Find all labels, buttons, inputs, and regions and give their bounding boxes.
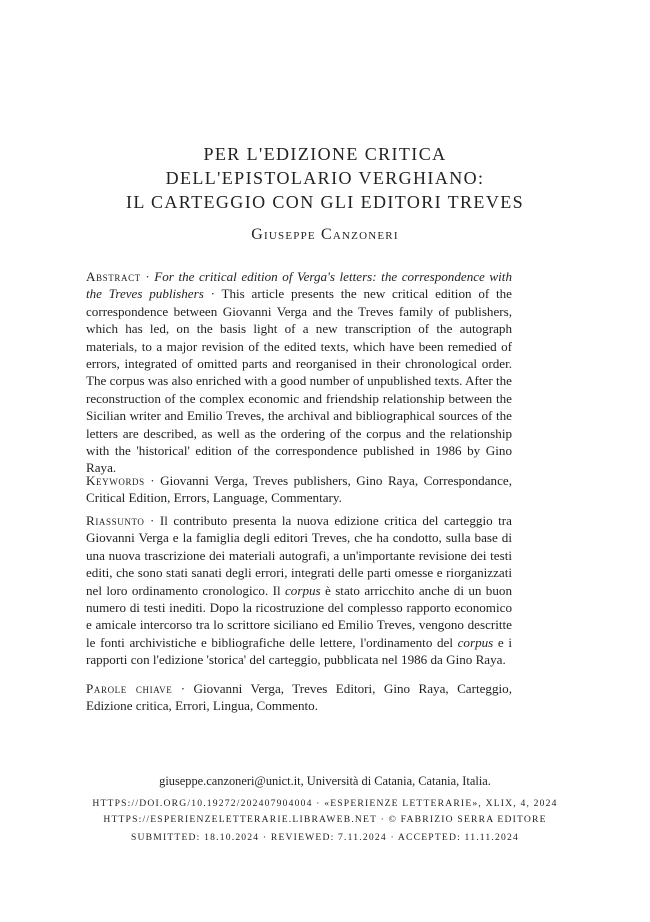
parole-chiave-text: Giovanni Verga, Treves Editori, Gino Raya, Carteggio, Edizione critica, Errori, Lingua, Commento. (86, 681, 512, 714)
abstract-separator: · (140, 269, 155, 284)
author-email-affiliation: giuseppe.canzoneri@unict.it, Università di Catania, Catania, Italia. (159, 774, 491, 788)
abstract-paragraph (86, 268, 512, 477)
abstract-english-title: For the critical edition of Verga's letters: the correspondence with the Treves publishers (86, 269, 512, 302)
abstract-separator-2: · (203, 286, 222, 302)
keywords-separator: · (144, 473, 161, 488)
parole-chiave-label: Parole chiave (86, 681, 173, 696)
doi-line: HTTPS://DOI.ORG/10.19272/202407904004 · «ESPERIENZE LETTERARIE», XLIX, 4, 2024 (92, 798, 558, 809)
riassunto-label: Riassunto (86, 513, 145, 528)
parole-chiave-separator: · (172, 681, 194, 696)
riassunto-corpus-1: corpus (284, 582, 321, 598)
keywords-paragraph (86, 472, 512, 507)
riassunto-paragraph (86, 512, 512, 669)
riassunto-corpus-2: corpus (457, 634, 494, 650)
author-name: Giuseppe Canzoneri (251, 226, 399, 243)
keywords-text: Giovanni Verga, Treves publishers, Gino Raya, Correspondance, Critical Edition, Errors, Language, Commentary. (86, 473, 512, 506)
riassunto-text-c: e i rapporti con l'edizione 'storica' del carteggio, pubblicata nel 1986 da Gino Raya. (86, 634, 512, 668)
title-line-3: IL CARTEGGIO CON GLI EDITORI TREVES (125, 192, 525, 212)
submission-dates-line: SUBMITTED: 18.10.2024 · REVIEWED: 7.11.2024 · ACCEPTED: 11.11.2024 (130, 832, 520, 843)
riassunto-separator: · (144, 513, 160, 528)
parole-chiave-paragraph (86, 680, 512, 715)
riassunto-text-b: è stato arricchito anche di un buon numero di testi inediti. Dopo la ricostruzione del complesso rapporto economico e amicale intercorso tra lo scrittore siciliano ed Emilio Treves, vengono descritte le fonti archivistiche e bibliografiche delle lettere, l'ordinamento del (86, 582, 512, 650)
title-line-1: PER L'EDIZIONE CRITICA (203, 144, 447, 164)
article-title (60, 142, 590, 214)
riassunto-text-a: Il contributo presenta la nuova edizione critica del carteggio tra Giovanni Verga e la famiglia degli editori Treves, che ha condotto, sulla base di una nuova trascrizione dei materiali autografi, a un'importante revisione dei testi editi, che sono stati sanati degli errori, integrati delle parti omesse e riorganizzati nel loro ordinamento cronologico. Il (86, 513, 512, 598)
abstract-text: This article presents the new critical edition of the correspondence between Giovanni Verga and the Treves family of publishers, which has led, on the basis light of a new transcription of the autograph materials, to a major revision of the edited texts, which have been remedied of errors, integrated of omitted parts and reorganised in their chronological order. The corpus was also enriched with a good number of unpublished texts. After the reconstruction of the complex economic and friendship relationship between the Sicilian writer and Emilio Treves, the archival and bibliographical sources of the letters are described, as well as the ordering of the corpus and the relationship with the 'historical' edition of the correspondence published in 1986 by Gino Raya. (86, 286, 512, 476)
abstract-label: Abstract (86, 269, 141, 284)
title-line-2: DELL'EPISTOLARIO VERGHIANO: (165, 168, 485, 188)
journal-url-line: HTTPS://ESPERIENZELETTERARIE.LIBRAWEB.NET · © FABRIZIO SERRA EDITORE (103, 814, 547, 825)
keywords-label: Keywords (86, 473, 145, 488)
